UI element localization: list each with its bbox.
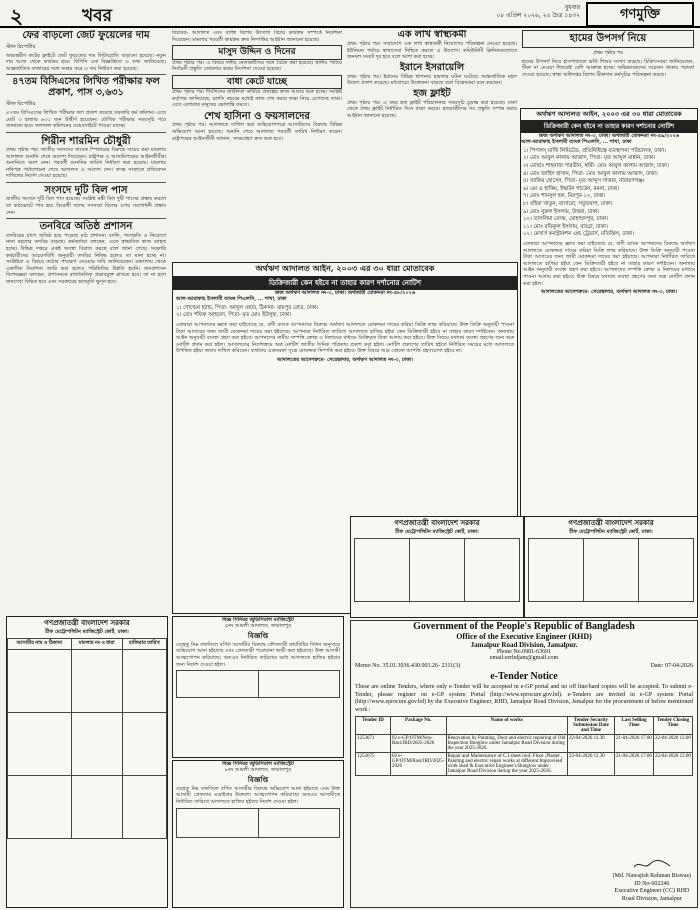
list-item: ১। গোল্ডেন হ্যান্ড, পিতা- আব্দুল ওহাব, ঠিকানা- রায়পুর রোড, ঢাকা। xyxy=(176,304,319,311)
list-item: ৪। মোঃ জাহিদ হাসান, পিতা- মোঃ আবুল কালাম আজাদ, ঢাকা। xyxy=(523,170,658,177)
headline-obstacles: বাধা কেটে যাচ্ছে xyxy=(172,75,342,89)
headline-parliament-bills: সংসদে দুটি বিল পাস xyxy=(44,184,128,196)
notice-subtitle: চীফ মেট্রোপলিটন ম্যাজিস্ট্রেট কোর্ট, ঢাকা। xyxy=(395,529,479,535)
accused-table xyxy=(7,638,167,839)
headline-administration: তনবিরে অতিষ্ঠ প্রশাসন xyxy=(39,221,133,233)
article-body: প্রথম পৃষ্ঠার পর। এ বিষয়ে দলীয় নেতাকর্মীদের সঙ্গে বৈঠক করা হয়েছে। স্থানীয় পর্যায়ে নির্বাচনী প্রস্তুতি জোরদার করার নির্দেশনা দেওয়া হয়েছে। xyxy=(172,59,342,73)
signature-block: (Md. Nawajish Rahman Biswas) ID No-602246 Executive Engineer (CC) RHD Road Division, Jamalpur xyxy=(613,858,691,904)
headline-sheikh-hasina: শেখ হাসিনা ও ফয়সালদের xyxy=(204,110,310,122)
accused-table xyxy=(176,808,339,838)
column-header: Name of works xyxy=(446,717,568,735)
article-body: বিচারক: আদালত এবং ব্যক্তি বিশেষ উদ্যোগ বিচার কার্যক্রম সম্পর্কে নির্দেশনা দিয়েছেন। মামলার পরবর্তী কার্যক্রম দ্রুত নিষ্পত্তির আহ্বান জানানো হয়েছে। xyxy=(172,30,342,43)
gov-email: email:eerhdjam@gmail.com xyxy=(489,655,559,661)
notice-signature: আদালতের আদেশক্রমে- সেরেস্তাদার, অর্থঋণ আদালত নং-৩, ঢাকা। xyxy=(540,289,678,296)
article-body: প্রথম পৃষ্ঠার পর। জাতীয় সংসদের সাবেক স্পিকারের বিরুদ্ধে দায়ের করা মামলায় আদালত শুনানি শেষে আদেশ দিয়েছেন। রাষ্ট্রপক্ষ ও আসামিপক্ষের আইনজীবীরা শুনানিতে অংশ নেন। পরবর্তী শুনানির তারিখ নির্ধারণ করা হয়েছে। মামলার নথিপত্র পর্যালোচনা শেষে আদালত এ আদেশ দেন। তদন্ত সংস্থাকে প্রতিবেদন দাখিলের নির্দেশ দেওয়া হয়েছে। xyxy=(6,146,166,180)
notice-title: গণপ্রজাতন্ত্রী বাংলাদেশ সরকার xyxy=(44,618,130,627)
page-number: ২ xyxy=(10,4,24,28)
notice-title: অর্থঋণ আদালত আইন, ২০০৩ এর ৩০ ধারা মোতাবেক xyxy=(536,110,682,118)
list-item: ৭। মোঃ শামসুল হক, মিরপুর-১০, ঢাকা। xyxy=(523,193,606,200)
notice-bank: আল-আরাফাহ ইসলামী ব্যাংক পিএলসি, ... শাখা, ঢাকা xyxy=(521,139,632,146)
article-body: প্রথম পৃষ্ঠার পর। ইরানের বিভিন্ন স্থাপনায় হামলার ঘটনা ঘটেছে। আন্তর্জাতিক মহল উদ্বেগ প্রকাশ করেছে। মধ্যপ্রাচ্যে উত্তেজনা বাড়ছে বলে বিশ্লেষকরা মনে করছেন। xyxy=(347,73,517,87)
column-header: Last Selling Time xyxy=(615,717,654,735)
memo-line xyxy=(351,661,697,671)
column-2 xyxy=(172,30,342,290)
article-body: প্রথম পৃষ্ঠার পর। এ বছর হজ ফ্লাইট পরিচালনার সময়সূচি চূড়ান্ত করা হয়েছে। ঢাকা থেকে প্রথম ফ্লাইট নির্ধারিত দিনে যাত্রা করবে। হজযাত্রীদের সব প্রস্তুতি সম্পন্ন করার আহ্বান জানানো হয়েছে। xyxy=(347,99,517,119)
newspaper-logo: গণমুক্তি xyxy=(586,2,694,27)
notice-court: জজ অর্থঋণ আদালত নং-৩, ঢাকা। অর্থজারী মোকদ্দমা নং-৪৯/২০২৬ xyxy=(538,133,680,139)
column-header: আসামীর নাম ও ঠিকানা xyxy=(8,639,72,650)
column-header: হাজিরার তারিখ xyxy=(122,639,166,650)
table-row: 1253671 02 e-GP/OTM/Non-Rasi/JRD/2025-2026 Renovation by Painting, Door and electric repairing of Old Inspection Bunglow under Jamalpur Road Division during the year 2025-2026. 22-04-2026 11.30 21-04-2026 17.00 22-04-2026 12.00 xyxy=(357,736,691,751)
byline: স্টাফ রিপোর্টার xyxy=(6,101,36,108)
column-header: মামলার নং ও ধারা xyxy=(71,639,122,650)
notice-title: বিজ্ঞ সিনিয়র জুডিসিয়াল ম্যাজিস্ট্রেট xyxy=(222,617,294,623)
article-body: অভ্যন্তরীণ রুটের ফ্লাইটে জেট ফুয়েলের দাম লিটারপ্রতি বাড়ানো হয়েছে। নতুন দাম আজ থেকে কার্যকর হবে। বিপিসি এক বিজ্ঞপ্তিতে এ তথ্য জানিয়েছে। আন্তর্জাতিক বাজারের সঙ্গে সমন্বয় করে এ দাম নির্ধারণ করা হয়েছে। xyxy=(6,52,166,72)
gov-office: Office of the Executive Engineer (RHD) xyxy=(456,632,592,641)
notice-heading: বিজ্ঞপ্তি xyxy=(247,774,269,784)
headline-masud-uddin: মাসুদ উদ্দিন ও দিনের xyxy=(172,45,342,59)
notice-heading: বিজ্ঞপ্তি xyxy=(247,630,269,640)
notice-subtitle: ডিক্রিজারী কেন হইবে না তাহার কারণ দর্শানোর নোটিশ xyxy=(173,276,517,290)
court-notice-right-1 xyxy=(350,516,524,618)
accused-table xyxy=(176,670,339,698)
article-body: প্রথম পৃষ্ঠার পর। সারাদেশে এক লাখ স্বাস্থ্যকর্মী নিয়োগের পরিকল্পনা নেওয়া হয়েছে। ইউনিয়ন পর্যায়ে স্বাস্থ্যসেবা নিশ্চিত করতে এ উদ্যোগ। কমিউনিটি ক্লিনিকগুলোতে জনবল সংকট দূর হবে বলে আশা করা হচ্ছে। xyxy=(347,40,517,61)
column-header: Package No. xyxy=(391,717,447,735)
notice-body: এতদ্বারা আপনাদের জ্ঞাত করা যাইতেছে যে, বাদী ব্যাংক আপনাদের বিরুদ্ধে অর্থঋণ আদালতে মোকদ্দমা দায়ের করিয়া ডিক্রি লাভ করিয়াছে। উক্ত ডিক্রি অনুযায়ী পাওনা টাকা আদায়ের জন্য জারী মোকদ্দমা দায়ের করা হইয়াছে। আপনারা নির্ধারিত তারিখে আদালতে হাজির হইয়া কেন ডিক্রিজারী হইবে না তাহার কারণ দর্শাইবেন। অন্যথায় আইন অনুযায়ী ব্যবস্থা গ্রহণ করা হইবে। আপনাদের নামীয় সম্পত্তি ক্রোক ও নিলামের মাধ্যমে ডিক্রিকৃত টাকা আদায় করা হইবে। উক্ত বিষয়ে যথাযথ ব্যবস্থা গ্রহণের জন্য অত্র নোটিশ প্রদান করা হইল। আদালতের নির্দেশক্রমে অত্র নোটিশ জাতীয় দৈনিক পত্রিকায় প্রকাশ করা হইল। নোটিশ প্রকাশের তারিখ হইতে নির্ধারিত সময়ের মধ্যে আদালতে উপস্থিত হইয়া জবাব দাখিল করিবেন। ব্যর্থতায় একতরফা সূত্রে মোকদ্দমা নিষ্পত্তি করা হইবে। উক্ত বিষয়ে আর কোনো আপত্তি গ্রহণযোগ্য হইবে না। xyxy=(176,322,514,355)
article-body: ৪৭তম বিসিএসের লিখিত পরীক্ষার ফল প্রকাশ করেছে সরকারি কর্ম কমিশন। এতে মোট ৩ হাজার ৬৩১ জন উত্তীর্ণ হয়েছেন। মৌখিক পরীক্ষার সময়সূচি পরে জানানো হবে। ফলাফল কমিশনের ওয়েবসাইটে পাওয়া যাচ্ছে। xyxy=(6,110,166,130)
list-item: ২। মোঃ শফিক আহমেদ, পিতা- মৃত মোঃ ইউসুফ, ঢাকা। xyxy=(176,312,292,319)
tender-table xyxy=(355,716,693,776)
gov-phone: Phone No.0981-63691 xyxy=(496,649,552,655)
headline-measles: হামের উপসর্গ নিয়ে xyxy=(522,30,694,48)
court-notice-mid-1 xyxy=(172,616,344,758)
article-body: জাতীয় সংসদে দুটি বিল পাস হয়েছে। সংশ্লিষ্ট মন্ত্রী বিল দুটি পাসের প্রস্তাব করলে তা কণ্ঠভোটে পাস হয়। বিরোধী দলের সদস্যরা বিলের ওপর সংশোধনী প্রস্তাব দেন। xyxy=(6,196,166,216)
list-item: ১। পিপলস্ মাল্টি লিমিটেড, প্রতিনিধিত্বে ব্যবস্থাপনা পরিচালক, ঢাকা। xyxy=(523,147,666,154)
list-item: ৩। মোছাঃ শাহনাজ পারভীন, স্বামী- মোঃ আবুল কালাম আজাদ, ঢাকা। xyxy=(523,163,669,169)
notice-title: গণপ্রজাতন্ত্রী বাংলাদেশ সরকার xyxy=(568,518,654,527)
list-item: ৬। এম এ হাকিম, ইস্কাটন গার্ডেন, রমনা, ঢাকা। xyxy=(523,185,620,192)
headline-hajj-flight: হজ ফ্লাইট xyxy=(413,87,451,99)
column-3 xyxy=(347,30,517,270)
headline-iran-israel: ইরানে ইসরায়েলি xyxy=(399,61,465,73)
signature-icon xyxy=(632,858,672,870)
list-item: ২। মোঃ আবুল কালাম আজাদ, পিতা- মৃত আব্দুল মান্নান, ঢাকা। xyxy=(523,155,656,162)
list-item: ১২। মেসার্স কনস্ট্রাকশন এন্ড ট্রেডার্স, মতিঝিল, ঢাকা। xyxy=(523,231,634,238)
memo-number: Memo No. 35.01.3936.430.003.26- 2311(3) xyxy=(355,663,461,669)
issue-date: বুধবার ০৮ এপ্রিল ২০২৬, ২৫ চৈত্র ১৪৩২ xyxy=(496,4,580,19)
notice-subtitle: ডিক্রিজারী কেন হইবে না তাহার কারণ দর্শানোর নোটিশ xyxy=(521,120,697,133)
accused-table xyxy=(528,538,693,602)
column-1 xyxy=(6,30,166,620)
list-item: ১০। তাসলিমা বেগম, মোহাম্মদপুর, ঢাকা। xyxy=(523,216,609,223)
table-row: 1253675 02 e-GP/OTM/Rasi/JRD/2025-2026 Repair and Maintenance of C.I sheet roof, Floor ,Plaster , Painting and electric repair works at different Improvised work shed & Executive Engineer's Bunglow under Jamalpur Road Division during the year 2025-2026. 22-04-2026 11.30 21-04-2026 17.00 22-04-2026 12.00 xyxy=(357,754,691,774)
notice-defendant-list xyxy=(173,303,517,322)
byline: প্রথম পৃষ্ঠার পর xyxy=(593,49,623,56)
notice-signature: আদালতের আদেশক্রমে- সেরেস্তাদার, অর্থঋণ আদালত নং-৩, ঢাকা। xyxy=(276,356,414,363)
headline-shirin-sharmin: শিরীন শারমিন চৌধুরী xyxy=(41,134,131,147)
byline: স্টাফ রিপোর্টার xyxy=(6,43,36,50)
notice-court: জজ অর্থঋণ আদালত নং-৩, ঢাকা। অর্থজারী মোকদ্দমা নং-৪৮/২০২৬ xyxy=(274,290,416,296)
notice-subtitle: ৮নং আমলী আদালত, জামালপুর xyxy=(225,767,291,774)
notice-title: অর্থঋণ আদালত আইন, ২০০৩ এর ৩০ ধারা মোতাবেক xyxy=(255,263,435,273)
accused-table xyxy=(354,538,519,602)
column-header: Tender Closing Time xyxy=(654,717,693,735)
list-item: ১১। মোঃ রফিকুল ইসলাম, বাড্ডা, ঢাকা। xyxy=(523,223,608,230)
headline-health-workers: এক লাখ স্বাস্থ্যকর্মী xyxy=(397,30,467,40)
notice-bank: আল-আরাফাহ ইসলামী ব্যাংক পিএলসি, ... শাখা, ঢাকা xyxy=(176,296,287,303)
article-body: তদবিরের চাপে অতিষ্ঠ হয়ে পড়েছে মাঠ প্রশাসন। বদলি, পদোন্নতি ও নিয়োগে নানা মহলের তদবির বাড়ছে। কর্মকর্তারা বলছেন, এতে স্বাভাবিক কাজ ব্যাহত হচ্ছে। বিভিন্ন দপ্তরে একই অবস্থা বিরাজ করছে বলে জানা গেছে। সরকারি কর্মচারীদের আচরণবিধি অনুযায়ী তদবির নিষিদ্ধ হলেও তা মানা হচ্ছে না। সংশ্লিষ্টরা এ বিষয়ে কঠোর পদক্ষেপ নেওয়ার দাবি জানিয়েছেন। মন্ত্রণালয় থেকে একাধিক নির্দেশনা জারি করা হলেও পরিস্থিতির উন্নতি হয়নি। জনপ্রশাসন বিশেষজ্ঞরা বলছেন, প্রশাসনকে রাজনৈতিক প্রভাবমুক্ত রাখতে হবে। তা না হলে জনসেবা বিঘ্নিত হবে এবং সরকারের ভাবমূর্তি ক্ষুণ্ন হবে। xyxy=(6,232,166,285)
notice-subtitle: চীফ মেট্রোপলিটন ম্যাজিস্ট্রেট কোর্ট, ঢাকা। xyxy=(45,629,129,635)
notice-body: যেহেতু নিম্ন তফসিলে বর্ণিত আসামীর বিরুদ্ধে ফৌজদারী কার্যবিধির বিধান অনুসারে অভিযোগ আনা হইয়াছে এবং গ্রেফতারী পরোয়ানা জারী করা হইয়াছে। উক্ত আসামী আত্মগোপন করিয়াছে। অতএব নির্ধারিত তারিখের মধ্যে আদালতে হাজির হইবার জন্য নির্দেশ দেওয়া হইল। xyxy=(176,641,340,668)
memo-date: Date: 07-04-2026 xyxy=(650,663,693,669)
e-tender-notice xyxy=(350,620,698,908)
notice-title: বিজ্ঞ সিনিয়র জুডিসিয়াল ম্যাজিস্ট্রেট xyxy=(222,761,294,767)
gov-division: Jamalpur Road Division, Jamalpur. xyxy=(470,641,578,649)
list-item: ৮। রহিমা খাতুন, বাসাবো, সবুজবাগ, ঢাকা। xyxy=(523,200,613,207)
court-notice-right-2 xyxy=(524,516,698,618)
notice-subtitle: চীফ মেট্রোপলিটন ম্যাজিস্ট্রেট কোর্ট, ঢাকা। xyxy=(569,529,653,535)
notice-title: গণপ্রজাতন্ত্রী বাংলাদেশ সরকার xyxy=(394,518,480,527)
tender-title: e-Tender Notice xyxy=(490,671,558,682)
column-header: Tender ID xyxy=(356,717,391,735)
gov-title: Government of the People's Republic of Bangladesh xyxy=(413,621,635,632)
headline-bcs-result: ৪৭তম বিসিএসের লিখিত পরীক্ষার ফল প্রকাশ, পাস ৩,৬৩১ xyxy=(12,76,160,99)
section-title: খবর xyxy=(82,6,112,26)
masthead xyxy=(0,0,700,28)
notice-subtitle: ৫নং আমলী আদালত, জামালপুর xyxy=(225,623,291,630)
notice-body: এতদ্বারা আপনাদের জ্ঞাত করা যাইতেছে যে, বাদী ব্যাংক আপনাদের বিরুদ্ধে অর্থঋণ আদালতে মোকদ্দমা দায়ের করিয়া ডিক্রি লাভ করিয়াছে। উক্ত ডিক্রি অনুযায়ী পাওনা টাকা আদায়ের জন্য জারী মোকদ্দমা দায়ের করা হইয়াছে। আপনারা নির্ধারিত তারিখে আদালতে হাজির হইয়া কেন ডিক্রিজারী হইবে না তাহার কারণ দর্শাইবেন। অন্যথায় আইন অনুযায়ী ব্যবস্থা গ্রহণ করা হইবে। আপনাদের সম্পত্তি ক্রোক ও নিলামের মাধ্যমে পাওনা আদায় করা হইবে। উক্ত বিষয়ে যথাযথ ব্যবস্থা গ্রহণের জন্য অত্র নোটিশ প্রদান করা হইল। xyxy=(523,240,695,287)
list-item: ৯। মোঃ নুরুল ইসলাম, উত্তরা, ঢাকা। xyxy=(523,208,600,215)
column-header: Tender Security Submission Date and Time xyxy=(568,717,615,735)
headline-jet-fuel: ফের বাড়লো জেট ফুয়েলের দাম xyxy=(22,30,150,41)
court-notice-mid-2 xyxy=(172,760,344,908)
article-body: প্রথম পৃষ্ঠার পর। আদালতে দাখিল করা অভিযোগপত্রে আসামিদের বিরুদ্ধে বিভিন্ন অভিযোগ আনা হয়েছে। শুনানি শেষে আদালত পরবর্তী তারিখ নির্ধারণ করেন। রাষ্ট্রপক্ষের আইনজীবী জানান, সাক্ষ্যগ্রহণ দ্রুত শুরু হবে। xyxy=(172,122,342,142)
article-body: প্রথম পৃষ্ঠার পর। দীর্ঘদিনের জটিলতা কাটিয়ে প্রকল্পের কাজ আবার শুরু হচ্ছে। সংশ্লিষ্ট কর্তৃপক্ষ জানিয়েছে, চলতি বছরের মধ্যেই কাজ শেষ করার লক্ষ্য নিয়ে এগোচ্ছে তারা। এতে এলাকার মানুষের ভোগান্তি কমবে। xyxy=(172,89,342,109)
article-body: হামের উপসর্গ নিয়ে হাসপাতালে ভর্তি শিশুর সংখ্যা বাড়ছে। চিকিৎসকরা জানিয়েছেন, টিকা না নেওয়া শিশুরাই বেশি আক্রান্ত হচ্ছে। অভিভাবকদের সচেতন থাকার পরামর্শ দেওয়া হয়েছে। স্বাস্থ্য অধিদপ্তর বিশেষ টিকাদান কর্মসূচির পরিকল্পনা করছে। xyxy=(522,58,694,78)
court-notice-left xyxy=(6,616,168,908)
list-item: ৫। জাকির হোসেন, পিতা- মৃত আব্দুস সাত্তার, নারায়ণগঞ্জ। xyxy=(523,178,645,185)
tender-body: These are online Tenders, where only e-Tender will be accepted in e-GP portal and no off line/hard copies will be accepted. To submit e-Tender, please register on e-GP system Portal (http://www.eprocure.gov.bd). e-Tenders are invited in e-GP system Portal (http://www.eprocure.gov.bd) by the Executive Engineer, RHD, Jamalpur Road Division, Jamalpur for the procurement of below mentioned work : xyxy=(355,684,693,713)
notice-defendant-list xyxy=(521,146,697,241)
notice-body: যেহেতু নিম্ন তফসিলে বর্ণিত আসামীর বিরুদ্ধে অভিযোগ আনা হইয়াছে এবং উক্ত আসামী গ্রেফতার এড়াইবার উদ্দেশ্যে আত্মগোপন করিয়াছে। অতএব আসামীকে নির্ধারিত তারিখে আদালতে হাজির হইবার নির্দেশ দেওয়া হইল। xyxy=(176,785,340,805)
